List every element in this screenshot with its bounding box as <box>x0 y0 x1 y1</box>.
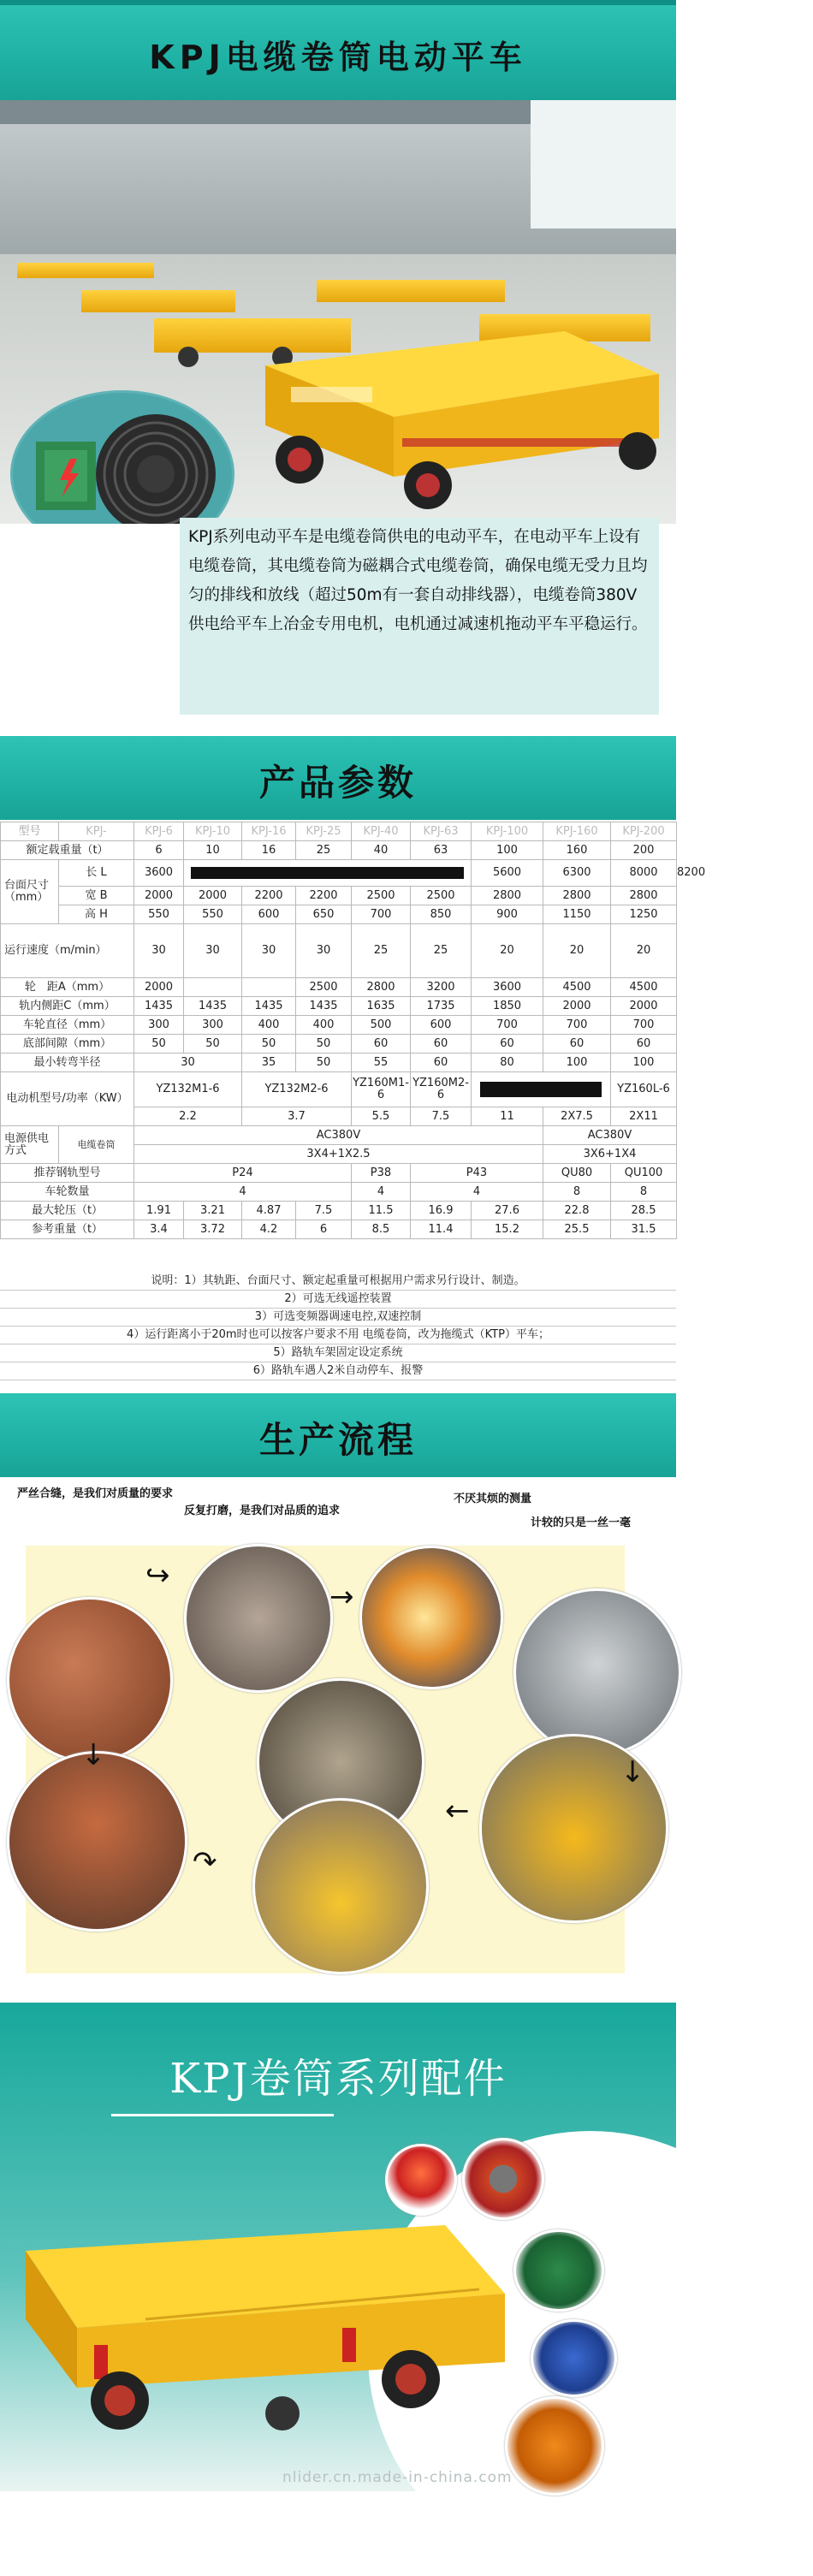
table-row <box>1 997 677 1016</box>
spec-note: 2）可选无线遥控装置 <box>0 1291 676 1309</box>
table-cell: P24 <box>134 1164 352 1183</box>
table-cell: 30 <box>184 924 242 978</box>
table-cell: P43 <box>411 1164 543 1183</box>
table-cell: 400 <box>242 1016 296 1035</box>
table-cell: 700 <box>472 1016 543 1035</box>
table-cell: 60 <box>611 1035 677 1054</box>
spec-note: 5）路轨车架固定设定系统 <box>0 1344 676 1362</box>
table-cell: YZ160L-6 <box>611 1072 677 1107</box>
process-step-3: 不厌其烦的测量 <box>454 1493 532 1505</box>
table-cell: QU80 <box>543 1164 611 1183</box>
table-row <box>1 1054 677 1072</box>
table-row <box>1 978 677 997</box>
table-row <box>1 1035 677 1054</box>
table-cell: 4 <box>352 1183 411 1202</box>
table-cell: 160 <box>543 841 611 860</box>
table-cell: 6 <box>134 841 184 860</box>
table-cell: 50 <box>134 1035 184 1054</box>
table-cell: 25 <box>352 924 411 978</box>
table-cell: 1435 <box>134 997 184 1016</box>
table-cell: 8 <box>543 1183 611 1202</box>
watermark: nlider.cn.made-in-china.com <box>282 2469 513 2486</box>
process-photo-inspection <box>252 1798 429 1974</box>
table-cell: AC380V <box>134 1126 543 1145</box>
table-cell: 600 <box>242 905 296 924</box>
row-label: 轨内侧距C（mm） <box>1 997 134 1016</box>
table-cell: 28.5 <box>611 1202 677 1220</box>
row-label: 参考重量（t） <box>1 1220 134 1239</box>
table-cell <box>184 978 242 997</box>
table-cell: 2.2 <box>134 1107 242 1126</box>
table-cell: KPJ-10 <box>184 822 242 841</box>
table-cell: 1435 <box>296 997 352 1016</box>
table-cell: 22.8 <box>543 1202 611 1220</box>
table-cell: 300 <box>134 1016 184 1035</box>
table-cell: 25.5 <box>543 1220 611 1239</box>
intro-paragraph: KPJ系列电动平车是电缆卷筒供电的电动平车，在电动平车上设有电缆卷筒，其电缆卷筒为磁耦合式电缆卷筒，确保电缆无受力且均匀的排线和放线（超过50m有一套自动排线器），电缆卷筒380V供电给平车上冶金专用电机，电机通过减速机拖动平车平稳运行。 <box>180 518 659 715</box>
table-cell: 2000 <box>134 978 184 997</box>
table-cell: 6300 <box>543 860 611 887</box>
table-cell: KPJ-200 <box>611 822 677 841</box>
process-section <box>0 1477 676 2003</box>
table-row <box>1 887 677 905</box>
table-cell: 700 <box>611 1016 677 1035</box>
table-cell: KPJ-100 <box>472 822 543 841</box>
table-cell: 30 <box>134 1054 242 1072</box>
table-cell: 5600 <box>472 860 543 887</box>
table-cell: 60 <box>472 1035 543 1054</box>
row-label: 运行速度（m/min） <box>1 924 134 978</box>
table-header-row <box>1 822 677 841</box>
table-cell: 1635 <box>352 997 411 1016</box>
table-cell: 2500 <box>296 978 352 997</box>
redacted-cells <box>184 860 472 887</box>
table-cell: 3X4+1X2.5 <box>134 1145 543 1164</box>
table-cell: 31.5 <box>611 1220 677 1239</box>
spec-note: 6）路轨车遇人2米自动停车、报警 <box>0 1362 676 1380</box>
table-cell: 25 <box>296 841 352 860</box>
process-step-2: 反复打磨，是我们对品质的追求 <box>184 1505 341 1517</box>
table-cell: 6 <box>296 1220 352 1239</box>
table-cell: 2000 <box>134 887 184 905</box>
table-cell: 700 <box>352 905 411 924</box>
table-cell: 20 <box>543 924 611 978</box>
table-cell: KPJ-63 <box>411 822 472 841</box>
table-cell: 2000 <box>543 997 611 1016</box>
row-label: 宽 B <box>59 887 134 905</box>
table-cell: 2500 <box>411 887 472 905</box>
table-cell: 3.7 <box>242 1107 352 1126</box>
table-cell: 4.2 <box>242 1220 296 1239</box>
table-cell: 15.2 <box>472 1220 543 1239</box>
table-cell: P38 <box>352 1164 411 1183</box>
table-row <box>1 1126 677 1145</box>
table-cell: 4 <box>134 1183 352 1202</box>
table-cell: 35 <box>242 1054 296 1072</box>
arrow-icon: → <box>329 1580 354 1614</box>
table-cell: 2000 <box>184 887 242 905</box>
redacted-cells <box>472 1072 611 1107</box>
table-cell: 50 <box>296 1035 352 1054</box>
table-cell: AC380V <box>543 1126 677 1145</box>
table-cell: 30 <box>134 924 184 978</box>
reducer-photo <box>531 2319 617 2397</box>
table-row <box>1 905 677 924</box>
table-cell: 7.5 <box>411 1107 472 1126</box>
table-cell: 50 <box>296 1054 352 1072</box>
remote-control-photo <box>505 2396 604 2496</box>
motor-photo <box>513 2229 604 2312</box>
table-cell: 550 <box>184 905 242 924</box>
table-cell: 50 <box>184 1035 242 1054</box>
table-cell: 60 <box>543 1035 611 1054</box>
table-cell: 100 <box>472 841 543 860</box>
table-cell: 16.9 <box>411 1202 472 1220</box>
row-label: 电源供电方式 <box>1 1126 59 1164</box>
table-cell: 3.4 <box>134 1220 184 1239</box>
table-cell: KPJ- <box>59 822 134 841</box>
table-cell: 3600 <box>472 978 543 997</box>
table-cell: 30 <box>296 924 352 978</box>
table-cell: 4.87 <box>242 1202 296 1220</box>
table-cell: 11.4 <box>411 1220 472 1239</box>
spec-note: 3）可选变频器调速电控,双速控制 <box>0 1309 676 1327</box>
arrow-icon: ↓ <box>620 1755 645 1790</box>
row-group-label: 台面尺寸（mm） <box>1 860 59 924</box>
table-cell: YZ132M1-6 <box>134 1072 242 1107</box>
table-row <box>1 1164 677 1183</box>
table-cell: YZ132M2-6 <box>242 1072 352 1107</box>
table-cell: 300 <box>184 1016 242 1035</box>
table-cell: 4 <box>411 1183 543 1202</box>
table-cell: 63 <box>411 841 472 860</box>
table-cell: 3600 <box>134 860 184 887</box>
table-cell: 8.5 <box>352 1220 411 1239</box>
table-row <box>1 924 677 978</box>
table-row: 台面尺寸（mm） 长 L 3600 5600 6300 8000 8200 <box>1 860 677 887</box>
table-cell: 400 <box>296 1016 352 1035</box>
header-banner <box>0 0 676 100</box>
table-cell: 2200 <box>296 887 352 905</box>
row-label: 推荐钢轨型号 <box>1 1164 134 1183</box>
spec-note: 说明：1）其轨距、台面尺寸、额定起重量可根据用户需求另行设计、制造。 <box>0 1273 676 1291</box>
table-cell: 30 <box>242 924 296 978</box>
table-cell: 2X7.5 <box>543 1107 611 1126</box>
table-cell: KPJ-40 <box>352 822 411 841</box>
table-cell: 4500 <box>543 978 611 997</box>
table-cell: 1.91 <box>134 1202 184 1220</box>
spec-note: 4）运行距离小于20m时也可以按客户要求不用 电缆卷筒，改为拖缆式（KTP）平车； <box>0 1327 676 1344</box>
spec-table-wrap <box>0 822 706 1239</box>
table-cell: 3.72 <box>184 1220 242 1239</box>
table-cell: 2X11 <box>611 1107 677 1126</box>
table-cell: 3200 <box>411 978 472 997</box>
table-cell: 1850 <box>472 997 543 1016</box>
process-photo-grinding <box>184 1544 333 1693</box>
table-cell: YZ160M1-6 <box>352 1072 411 1107</box>
table-cell: 8000 <box>611 860 677 887</box>
row-label: 长 L <box>59 860 134 887</box>
table-cell: 1150 <box>543 905 611 924</box>
row-label: 额定载重量（t） <box>1 841 134 860</box>
table-row <box>1 1072 677 1107</box>
process-photo-sparks <box>359 1546 503 1689</box>
table-cell: 60 <box>352 1035 411 1054</box>
process-photo-assembly <box>7 1751 187 1932</box>
table-row <box>1 841 677 860</box>
row-label: 轮 距A（mm） <box>1 978 134 997</box>
table-cell: 50 <box>242 1035 296 1054</box>
table-cell: 60 <box>411 1035 472 1054</box>
table-cell: 27.6 <box>472 1202 543 1220</box>
table-cell: 1250 <box>611 905 677 924</box>
page-title: KPJ电缆卷筒电动平车 <box>149 39 527 76</box>
table-cell: 20 <box>472 924 543 978</box>
table-cell: 900 <box>472 905 543 924</box>
table-cell: 1735 <box>411 997 472 1016</box>
row-label: 车轮数量 <box>1 1183 134 1202</box>
table-cell: QU100 <box>611 1164 677 1183</box>
table-cell: KPJ-25 <box>296 822 352 841</box>
table-row <box>1 1220 677 1239</box>
process-step-4: 计较的只是一丝一毫 <box>531 1517 632 1529</box>
process-title: 生产流程 <box>258 1419 417 1461</box>
table-cell: 2000 <box>611 997 677 1016</box>
row-label: 车轮直径（mm） <box>1 1016 134 1035</box>
params-banner <box>0 736 676 820</box>
table-cell: 1435 <box>242 997 296 1016</box>
table-cell: 5.5 <box>352 1107 411 1126</box>
params-title: 产品参数 <box>258 762 417 804</box>
table-cell: 550 <box>134 905 184 924</box>
table-cell: 650 <box>296 905 352 924</box>
redaction-bar <box>480 1082 602 1097</box>
arrow-icon: ← <box>445 1794 470 1828</box>
table-cell: 200 <box>611 841 677 860</box>
table-cell: 2800 <box>472 887 543 905</box>
process-banner <box>0 1393 676 1477</box>
table-cell: 2800 <box>543 887 611 905</box>
table-cell: 80 <box>472 1054 543 1072</box>
arrow-icon: ↪ <box>145 1558 170 1593</box>
table-cell: 8 <box>611 1183 677 1202</box>
table-cell: 500 <box>352 1016 411 1035</box>
table-cell: 7.5 <box>296 1202 352 1220</box>
row-label: 高 H <box>59 905 134 924</box>
table-cell: 20 <box>611 924 677 978</box>
table-cell: 11 <box>472 1107 543 1126</box>
table-cell: 700 <box>543 1016 611 1035</box>
table-cell: 25 <box>411 924 472 978</box>
table-row <box>1 1183 677 1202</box>
accessories-section <box>0 2003 676 2491</box>
table-cell: 16 <box>242 841 296 860</box>
table-cell: 11.5 <box>352 1202 411 1220</box>
table-cell: 2200 <box>242 887 296 905</box>
title-underline <box>111 2114 334 2116</box>
table-cell: 4500 <box>611 978 677 997</box>
row-label: 底部间隙（mm） <box>1 1035 134 1054</box>
table-cell: 10 <box>184 841 242 860</box>
table-row <box>1 1016 677 1035</box>
accessories-title: KPJ卷筒系列配件 <box>169 2055 507 2103</box>
table-cell: 1435 <box>184 997 242 1016</box>
table-cell: 2800 <box>611 887 677 905</box>
table-cell: 40 <box>352 841 411 860</box>
table-cell: KPJ-6 <box>134 822 184 841</box>
table-cell: KPJ-160 <box>543 822 611 841</box>
row-sublabel: 电缆卷筒 <box>59 1126 134 1164</box>
table-cell: 100 <box>611 1054 677 1072</box>
table-cell: 600 <box>411 1016 472 1035</box>
table-cell: 3X6+1X4 <box>543 1145 677 1164</box>
row-label: 最小转弯半径 <box>1 1054 134 1072</box>
table-row <box>1 1202 677 1220</box>
redaction-bar <box>191 867 464 879</box>
table-cell: 60 <box>411 1054 472 1072</box>
table-cell: 3.21 <box>184 1202 242 1220</box>
table-cell: 100 <box>543 1054 611 1072</box>
table-cell: 2800 <box>352 978 411 997</box>
table-cell: 2500 <box>352 887 411 905</box>
table-cell: YZ160M2-6 <box>411 1072 472 1107</box>
process-step-1: 严丝合缝，是我们对质量的要求 <box>17 1487 174 1500</box>
row-label: 最大轮压（t） <box>1 1202 134 1220</box>
table-cell: 55 <box>352 1054 411 1072</box>
process-photo-measure <box>513 1588 681 1756</box>
table-cell: 型号 <box>1 822 59 841</box>
row-label: 电动机型号/功率（KW） <box>1 1072 134 1126</box>
arrow-icon: ↓ <box>81 1738 106 1772</box>
table-cell: 850 <box>411 905 472 924</box>
table-cell <box>242 978 296 997</box>
arrow-icon: ↷ <box>193 1845 217 1879</box>
table-cell: KPJ-16 <box>242 822 296 841</box>
spec-table <box>0 822 706 1239</box>
cart-illustration <box>0 2191 513 2491</box>
